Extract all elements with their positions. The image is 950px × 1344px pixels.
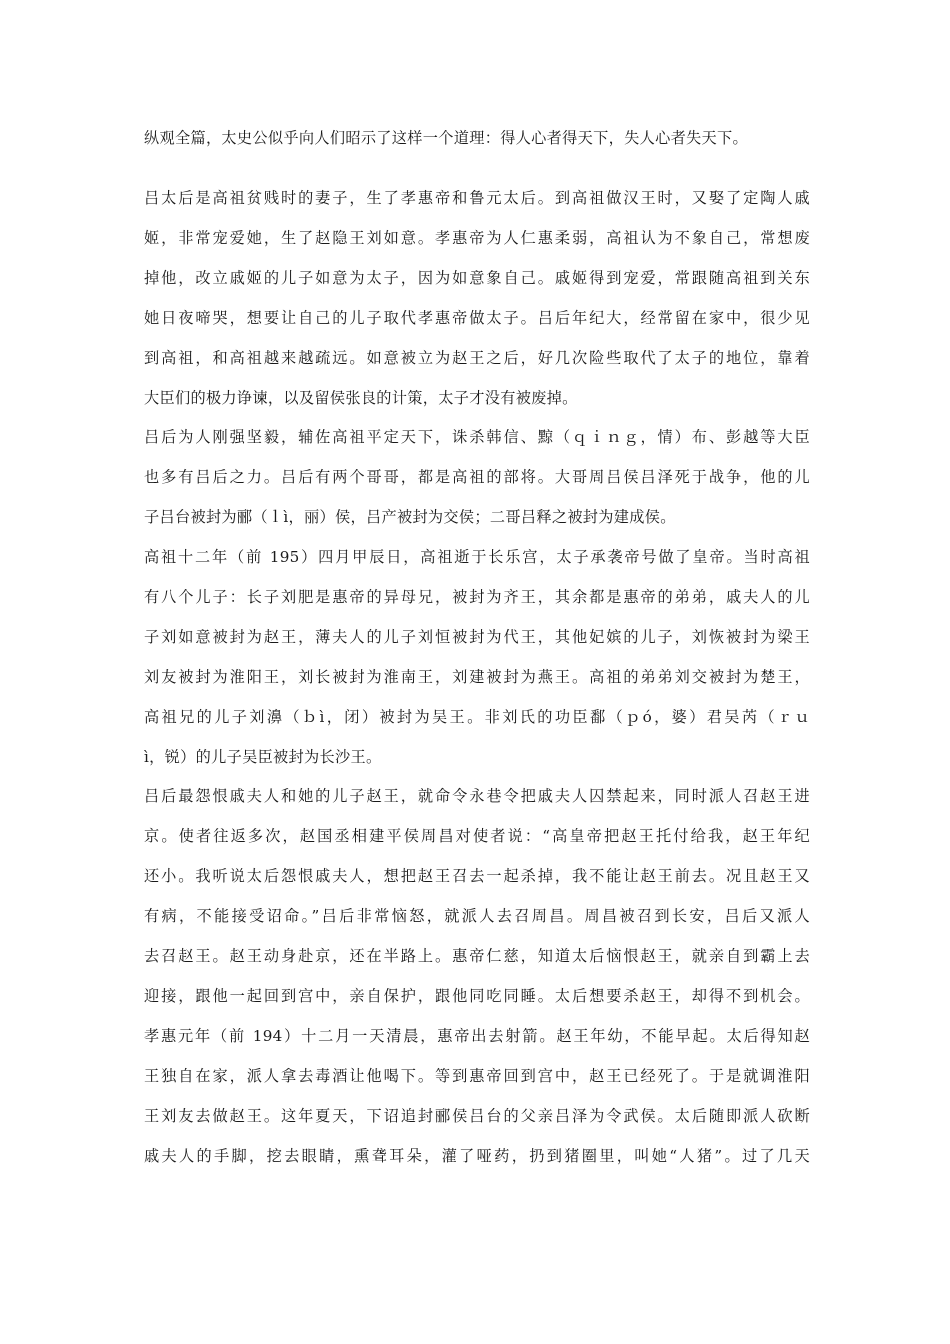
text-line: 到高祖，和高祖越来越疏远。如意被立为赵王之后，好几次险些取代了太子的地位，靠着 — [144, 349, 810, 367]
text-line: 刘友被封为淮阳王，刘长被封为淮南王，刘建被封为燕王。高祖的弟弟刘交被封为楚王， — [144, 668, 810, 686]
text-line: 高祖十二年（前 195）四月甲辰日，高祖逝于长乐宫，太子承袭帝号做了皇帝。当时高祖 — [144, 548, 810, 566]
text-line: 吕后为人刚强坚毅，辅佐高祖平定天下，诛杀韩信、黥（ｑｉｎｇ，情）布、彭越等大臣 — [144, 428, 810, 446]
text-line: 子吕台被封为郦（ｌì，丽）侯，吕产被封为交侯；二哥吕释之被封为建成侯。 — [144, 508, 676, 526]
text-line: 她日夜啼哭，想要让自己的儿子取代孝惠帝做太子。吕后年纪大，经常留在家中，很少见 — [144, 309, 810, 327]
text-line: 也多有吕后之力。吕后有两个哥哥，都是高祖的部将。大哥周吕侯吕泽死于战争，他的儿 — [144, 468, 810, 486]
text-line: 掉他，改立戚姬的儿子如意为太子，因为如意象自己。戚姬得到宠爱，常跟随高祖到关东 — [144, 269, 810, 287]
text-line: 王刘友去做赵王。这年夏天，下诏追封郦侯吕台的父亲吕泽为令武侯。太后随即派人砍断 — [144, 1107, 810, 1125]
text-line: 王独自在家，派人拿去毒酒让他喝下。等到惠帝回到宫中，赵王已经死了。于是就调淮阳 — [144, 1067, 810, 1085]
text-line: 纵观全篇，太史公似乎向人们昭示了这样一个道理：得人心者得天下，失人心者失天下。 — [144, 129, 749, 147]
text-line: 戚夫人的手脚，挖去眼睛，熏聋耳朵，灌了哑药，扔到猪圈里，叫她“人猪”。过了几天 — [144, 1147, 810, 1165]
text-line: 吕后最怨恨戚夫人和她的儿子赵王，就命令永巷令把戚夫人囚禁起来，同时派人召赵王进 — [144, 787, 810, 805]
text-line: 有病，不能接受诏命。”吕后非常恼怒，就派人去召周昌。周昌被召到长安，吕后又派人 — [144, 907, 810, 925]
text-line: 迎接，跟他一起回到宫中，亲自保护，跟他同吃同睡。太后想要杀赵王，却得不到机会。 — [144, 987, 810, 1005]
text-line: 吕太后是高祖贫贱时的妻子，生了孝惠帝和鲁元太后。到高祖做汉王时，又娶了定陶人戚 — [144, 189, 810, 207]
text-line: ì，锐）的儿子吴臣被封为长沙王。 — [144, 748, 382, 766]
text-line: 有八个儿子：长子刘肥是惠帝的异母兄，被封为齐王，其余都是惠帝的弟弟，戚夫人的儿 — [144, 588, 810, 606]
text-line: 大臣们的极力诤谏，以及留侯张良的计策，太子才没有被废掉。 — [144, 389, 578, 407]
text-line: 京。使者往返多次，赵国丞相建平侯周昌对使者说：“高皇帝把赵王托付给我，赵王年纪 — [144, 827, 810, 845]
text-line: 姬，非常宠爱她，生了赵隐王刘如意。孝惠帝为人仁惠柔弱，高祖认为不象自己，常想废 — [144, 229, 810, 247]
text-line: 子刘如意被封为赵王，薄夫人的儿子刘恒被封为代王，其他妃嫔的儿子，刘恢被封为梁王 — [144, 628, 810, 646]
text-line: 还小。我听说太后怨恨戚夫人，想把赵王召去一起杀掉，我不能让赵王前去。况且赵王又 — [144, 867, 810, 885]
text-line: 去召赵王。赵王动身赴京，还在半路上。惠帝仁慈，知道太后恼恨赵王，就亲自到霸上去 — [144, 947, 810, 965]
text-line: 孝惠元年（前 194）十二月一天清晨，惠帝出去射箭。赵王年幼，不能早起。太后得知赵 — [144, 1027, 810, 1045]
text-line: 高祖兄的儿子刘濞（ｂì，闭）被封为吴王。非刘氏的功臣鄱（ｐó，婆）君吴芮（ｒｕ — [144, 708, 810, 726]
